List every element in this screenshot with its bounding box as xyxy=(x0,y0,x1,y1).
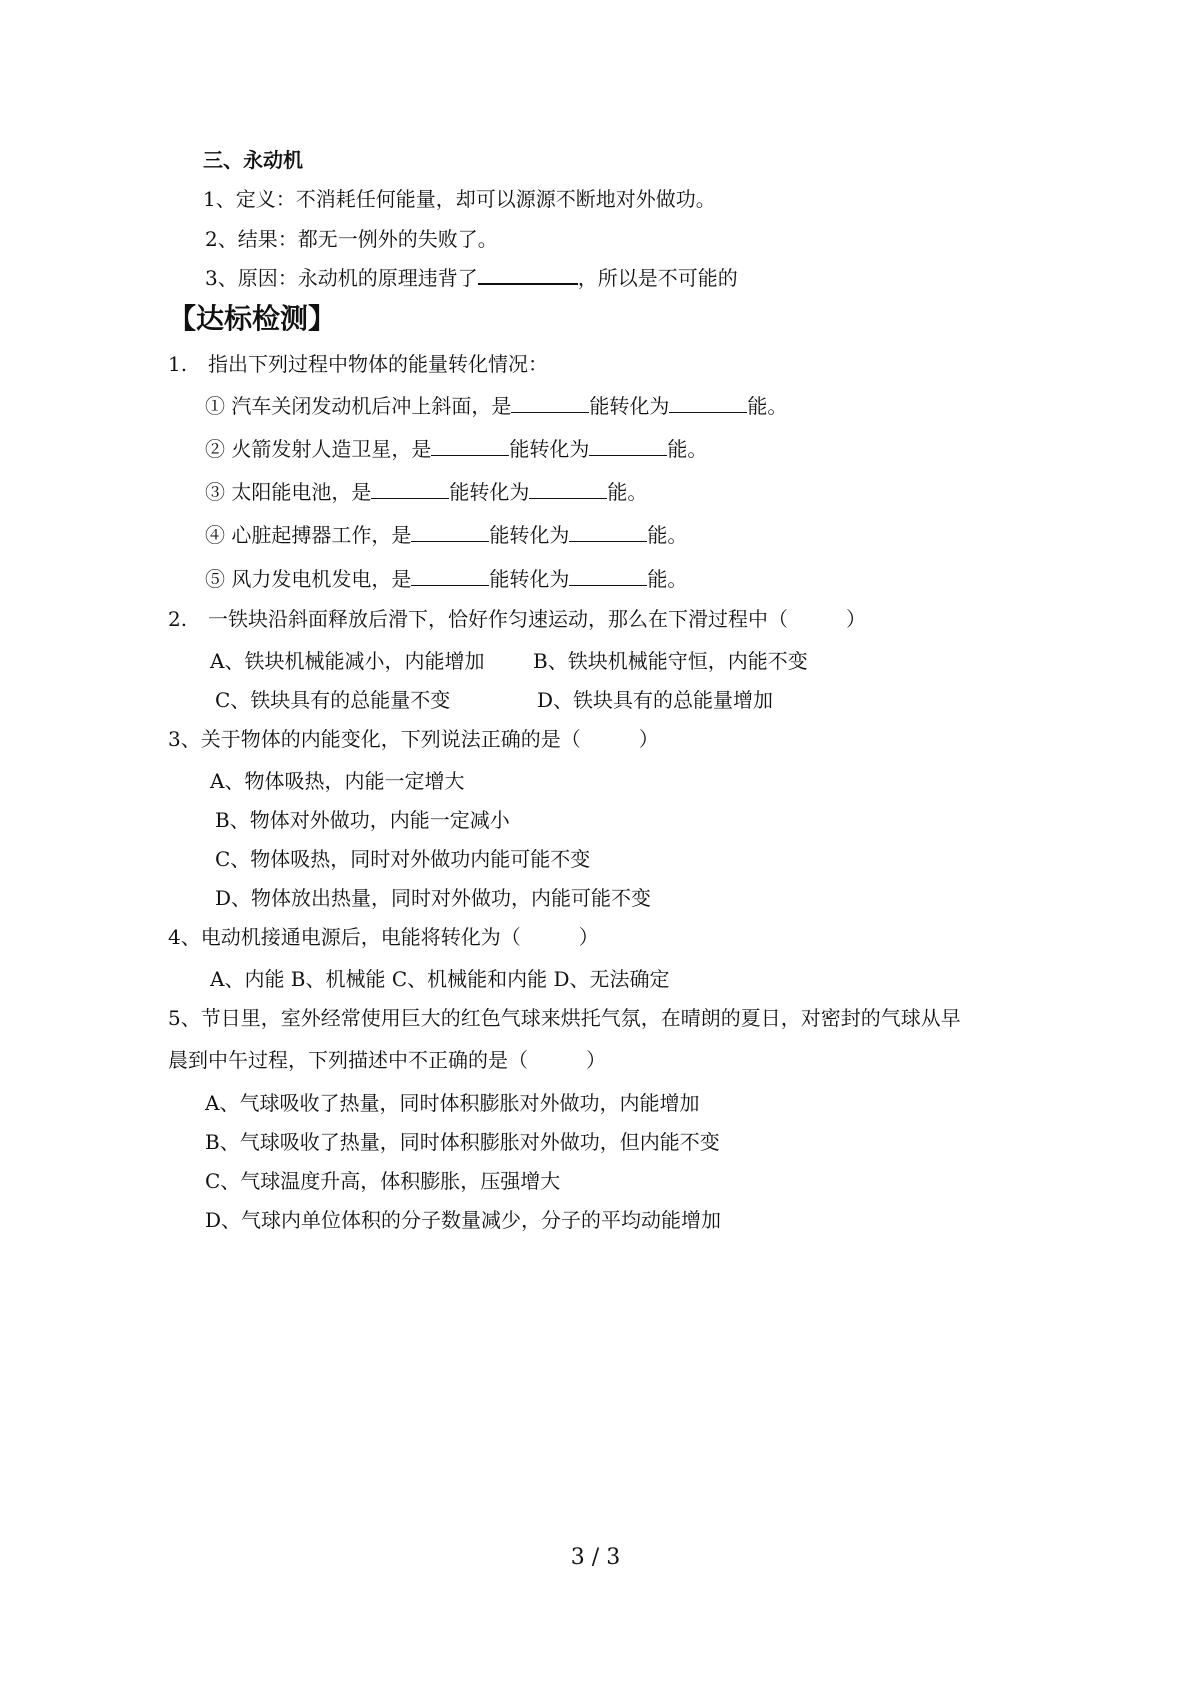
option-b: B、气球吸收了热量，同时体积膨胀对外做功，但内能不变 xyxy=(205,1130,720,1154)
question-number: 1. xyxy=(168,352,188,376)
q1-item-4 xyxy=(205,522,687,548)
q1-item-5 xyxy=(205,566,687,592)
q1-item-end: 能。 xyxy=(647,523,688,547)
q1-item-end: 能。 xyxy=(607,480,648,504)
q1-item-label: ③ 太阳能电池，是 xyxy=(205,480,372,504)
q1-item-end: 能。 xyxy=(647,567,688,591)
question-4 xyxy=(168,924,599,950)
fill-blank[interactable] xyxy=(569,523,647,542)
question-5-line-1: 5、节日里，室外经常使用巨大的红色气球来烘托气氛，在晴朗的夏日，对密封的气球从早 xyxy=(168,1006,961,1030)
option-d: D、物体放出热量，同时对外做功，内能可能不变 xyxy=(215,886,652,910)
option-c: C、气球温度升高，体积膨胀，压强增大 xyxy=(205,1169,561,1193)
fill-blank[interactable] xyxy=(529,480,607,499)
q1-item-mid: 能转化为 xyxy=(489,523,570,547)
question-text: 指出下列过程中物体的能量转化情况： xyxy=(208,352,548,376)
q1-item-3 xyxy=(205,479,647,505)
q1-item-end: 能。 xyxy=(747,394,788,418)
question-number: 2. xyxy=(168,607,188,631)
fill-blank[interactable] xyxy=(569,567,647,586)
option-a: A、气球吸收了热量，同时体积膨胀对外做功，内能增加 xyxy=(205,1091,700,1115)
section-item-reason xyxy=(205,265,738,291)
q1-item-mid: 能转化为 xyxy=(449,480,530,504)
options-row: A、内能 B、机械能 C、机械能和内能 D、无法确定 xyxy=(210,967,670,991)
q1-item-end: 能。 xyxy=(667,437,708,461)
question-text: 4、电动机接通电源后，电能将转化为（ xyxy=(168,925,521,949)
option-d: D、气球内单位体积的分子数量减少，分子的平均动能增加 xyxy=(205,1208,722,1232)
question-text: 一铁块沿斜面释放后滑下，恰好作匀速运动，那么在下滑过程中（ xyxy=(208,607,788,631)
test-title: 【达标检测】 xyxy=(168,302,337,335)
section-item-definition: 1、定义：不消耗任何能量，却可以源源不断地对外做功。 xyxy=(203,187,716,211)
reason-tail: ，所以是不可能的 xyxy=(577,266,738,290)
option-d: D、铁块具有的总能量增加 xyxy=(537,688,774,712)
question-close: ） xyxy=(578,925,599,949)
q1-item-2 xyxy=(205,436,707,462)
question-close: ） xyxy=(638,727,659,751)
option-c: C、物体吸热，同时对外做功内能可能不变 xyxy=(215,847,591,871)
option-c: C、铁块具有的总能量不变 xyxy=(215,688,451,712)
q1-item-mid: 能转化为 xyxy=(589,394,670,418)
question-5-line-2 xyxy=(168,1047,606,1073)
q1-item-label: ② 火箭发射人造卫星，是 xyxy=(205,437,432,461)
fill-blank[interactable] xyxy=(511,394,589,413)
question-1 xyxy=(168,351,548,377)
fill-blank[interactable] xyxy=(669,394,747,413)
q1-item-mid: 能转化为 xyxy=(509,437,590,461)
question-3 xyxy=(168,726,659,752)
question-close: ） xyxy=(586,1048,606,1072)
question-close: ） xyxy=(846,607,866,631)
option-a: A、物体吸热，内能一定增大 xyxy=(210,769,465,793)
reason-text: 3、原因：永动机的原理违背了 xyxy=(205,266,478,290)
fill-blank[interactable] xyxy=(371,480,449,499)
question-2 xyxy=(168,606,866,632)
fill-blank[interactable] xyxy=(411,523,489,542)
fill-blank[interactable] xyxy=(589,437,667,456)
fill-blank[interactable] xyxy=(431,437,509,456)
option-b: B、铁块机械能守恒，内能不变 xyxy=(533,649,808,673)
q1-item-label: ④ 心脏起搏器工作，是 xyxy=(205,523,412,547)
page-number: 3 / 3 xyxy=(570,1545,621,1570)
reason-blank[interactable] xyxy=(478,265,578,285)
option-a: A、铁块机械能减小，内能增加 xyxy=(210,649,485,673)
section-item-result: 2、结果：都无一例外的失败了。 xyxy=(205,227,498,251)
q1-item-label: ① 汽车关闭发动机后冲上斜面，是 xyxy=(205,394,512,418)
question-text: 3、关于物体的内能变化，下列说法正确的是（ xyxy=(168,727,581,751)
q1-item-mid: 能转化为 xyxy=(489,567,570,591)
fill-blank[interactable] xyxy=(411,567,489,586)
q1-item-label: ⑤ 风力发电机发电，是 xyxy=(205,567,412,591)
question-text: 晨到中午过程，下列描述中不正确的是（ xyxy=(168,1048,528,1072)
option-b: B、物体对外做功，内能一定减小 xyxy=(215,808,510,832)
q1-item-1 xyxy=(205,393,787,419)
section-title: 三、永动机 xyxy=(203,148,303,172)
